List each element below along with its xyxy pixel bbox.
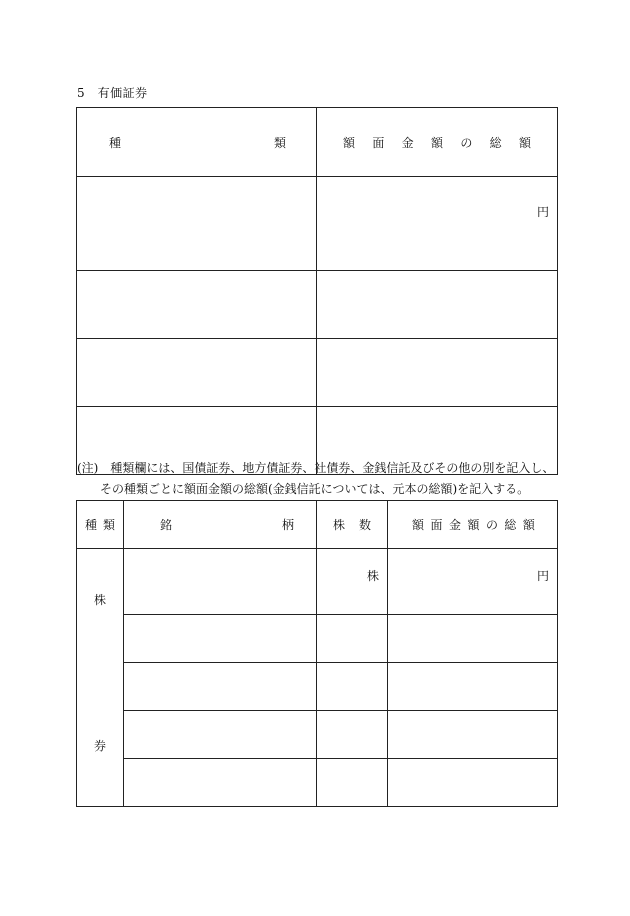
name-cell[interactable]	[124, 615, 317, 663]
table-row	[77, 663, 558, 711]
table-row	[77, 177, 558, 271]
stock-table	[76, 500, 558, 807]
shares-cell[interactable]	[317, 549, 388, 615]
header-amount-char: 金	[401, 135, 414, 150]
header-amount-char: 総	[489, 135, 502, 150]
header-amount-char: 総	[504, 518, 517, 532]
shares-cell[interactable]	[317, 759, 388, 807]
amount-cell[interactable]	[388, 759, 558, 807]
header-shares	[317, 501, 388, 549]
table-row	[77, 759, 558, 807]
name-cell[interactable]	[124, 711, 317, 759]
name-cell[interactable]	[124, 663, 317, 711]
header-shares-char: 数	[358, 518, 371, 532]
shares-cell[interactable]	[317, 711, 388, 759]
name-cell[interactable]	[124, 549, 317, 615]
header-amount-char: の	[460, 135, 473, 150]
table-header-row	[77, 108, 558, 177]
header-name-char: 銘	[160, 518, 173, 532]
yen-unit: 円	[536, 205, 549, 219]
stock-kind-char: 券	[93, 739, 106, 753]
amount-cell[interactable]	[388, 663, 558, 711]
amount-cell[interactable]	[388, 711, 558, 759]
header-amount-char: の	[485, 518, 498, 532]
header-amount-char: 額	[467, 518, 480, 532]
header-amount-char: 額	[522, 518, 535, 532]
header-kind	[77, 501, 124, 549]
header-amount	[317, 108, 558, 177]
header-name	[124, 501, 317, 549]
stock-kind-char: 株	[93, 593, 106, 607]
securities-table	[76, 107, 558, 475]
header-kind-char: 類	[273, 135, 286, 150]
table-row	[77, 339, 558, 407]
amount-cell[interactable]	[388, 615, 558, 663]
note	[77, 458, 557, 500]
kind-cell[interactable]	[77, 339, 317, 407]
kind-cell[interactable]	[77, 271, 317, 339]
header-shares-char: 株	[333, 518, 346, 532]
header-amount-char: 額	[518, 135, 531, 150]
header-kind-char: 類	[102, 518, 115, 532]
section-title: 5 有価証券	[77, 86, 148, 100]
header-amount-char: 面	[430, 518, 443, 532]
table-row	[77, 271, 558, 339]
shares-cell[interactable]	[317, 663, 388, 711]
table-row	[77, 615, 558, 663]
shares-unit: 株	[366, 569, 379, 583]
header-amount-char: 額	[430, 135, 443, 150]
header-amount-char: 金	[448, 518, 461, 532]
header-kind-char: 種	[109, 135, 122, 150]
amount-cell[interactable]	[317, 177, 558, 271]
table-row	[77, 711, 558, 759]
header-amount-char: 額	[412, 518, 425, 532]
kind-cell[interactable]	[77, 177, 317, 271]
header-name-char: 柄	[281, 518, 294, 532]
yen-unit: 円	[536, 569, 549, 583]
note-line-1: (注) 種類欄には、国債証券、地方債証券、社債券、金銭信託及びその他の別を記入し、	[77, 461, 555, 475]
header-kind	[77, 108, 317, 177]
name-cell[interactable]	[124, 759, 317, 807]
amount-cell[interactable]	[317, 339, 558, 407]
table-header-row	[77, 501, 558, 549]
stock-kind-cell	[77, 549, 124, 807]
header-amount	[388, 501, 558, 549]
header-amount-char: 額	[343, 135, 356, 150]
table-row	[77, 549, 558, 615]
shares-cell[interactable]	[317, 615, 388, 663]
amount-cell[interactable]	[388, 549, 558, 615]
header-amount-char: 面	[372, 135, 385, 150]
header-kind-char: 種	[85, 518, 98, 532]
note-line-2: その種類ごとに額面金額の総額(金銭信託については、元本の総額)を記入する。	[100, 482, 530, 496]
amount-cell[interactable]	[317, 271, 558, 339]
